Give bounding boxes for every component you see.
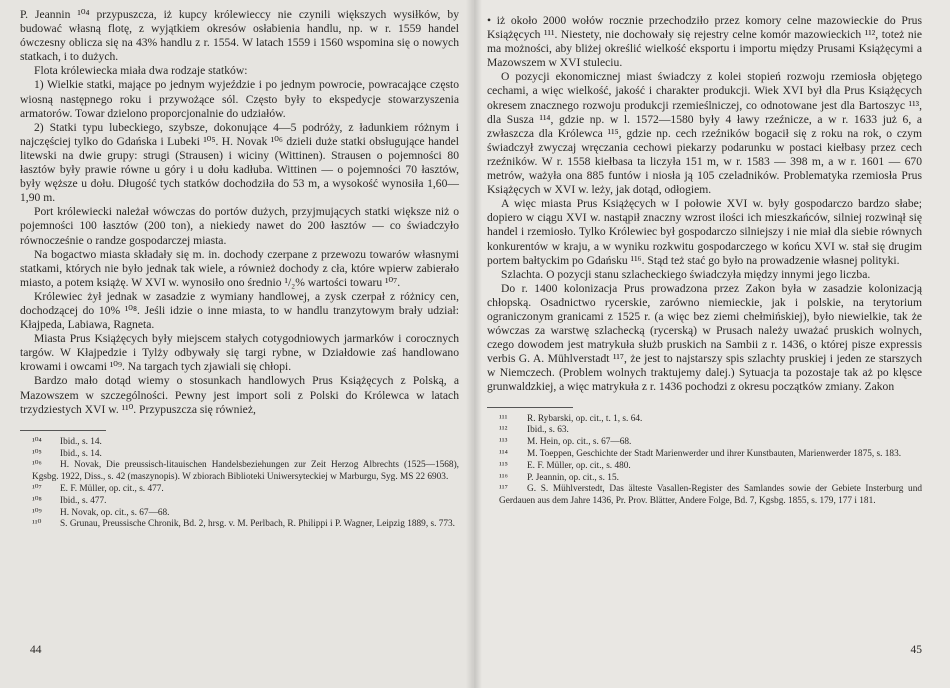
- footnote: [20, 508, 459, 520]
- footnote: [487, 473, 922, 485]
- footnote: [20, 460, 459, 484]
- left-page: [0, 0, 473, 688]
- page-number-right: 45: [910, 644, 922, 656]
- footnote-number: ¹⁰⁸: [32, 495, 42, 506]
- footnote-number: ¹¹¹: [499, 413, 508, 424]
- footnote: [487, 414, 922, 426]
- footnote-text: Ibid., s. 14.: [60, 448, 102, 459]
- footnote: [487, 461, 922, 473]
- footnote-text: Ibid., s. 477.: [60, 495, 107, 506]
- footnote-number: ¹⁰⁷: [32, 483, 42, 494]
- book-gutter-shadow: [466, 0, 482, 688]
- footnote-number: ¹¹⁷: [499, 484, 508, 495]
- right-body-text: [487, 14, 922, 395]
- paragraph: Królewiec żył jednak w zasadzie z wymiany handlowej, a zysk czerpał z różnicy cen, dochodzącej do 10% ¹⁰⁸. Jeśli idzie o inne miasta, to w handlu tranzytowym brały udział: Kłajpeda, Labiawa, Ragneta.: [20, 289, 459, 332]
- footnote-text: Ibid., s. 14.: [60, 436, 102, 447]
- footnote: [487, 484, 922, 508]
- footnote-text: M. Toeppen, Geschichte der Stadt Marienwerder und ihrer Kunstbauten, Marienwerder 1875, s. 183.: [527, 448, 902, 459]
- footnote-text: R. Rybarski, op. cit., t. 1, s. 64.: [527, 413, 643, 424]
- right-page: [473, 0, 950, 688]
- footnote: [20, 484, 459, 496]
- footnote: [20, 449, 459, 461]
- footnote-text: E. F. Müller, op. cit., s. 477.: [60, 483, 164, 494]
- footnote-number: ¹¹⁴: [499, 448, 508, 459]
- footnote-number: ¹¹⁰: [32, 519, 42, 530]
- footnote-number: ¹⁰⁴: [32, 436, 42, 447]
- paragraph: O pozycji ekonomicznej miast świadczy z kolei stopień rozwoju rzemiosła objętego cechami, a więc wielkość, jakość i charakter produkcji. Wiek XVI był dla Prus Książęcych okresem znacznego rozwoju produkcji rzemieślniczej, co odnotowane jest dla Bartoszyc ¹¹³, dla Susza ¹¹⁴, gdzie np. w l. 1572—1580 były 4 ławy rzeźnicze, a w r. 1633 już 6, a zwłaszcza dla Królewca ¹¹⁵, gdzie np. cech rzeźników bogacił się z roku na rok, o czym świadczył zwyczaj wręczania cechowi piekarzy podarunku w postaci kiełbasy przez cech rzeźników. W r. 1558 kiełbasa ta liczyła 151 m, w r. 1583 — 398 m, a w r. 1601 — 670 metrów, ważyła ona 885 funtów i niosła ją 105 czeladników. Problematyka rzemiosła Prus Książęcych w XVI w. leży, jak dotąd, odłogiem.: [487, 70, 922, 197]
- paragraph: Miasta Prus Książęcych były miejscem stałych cotygodniowych jarmarków i corocznych targów. W Kłajpedzie i Tylży odbywały się targi rybne, w Działdowie zaś handlowano krowami i owcami ¹⁰⁹. Na targach tych zjawiali się chłopi.: [20, 332, 459, 374]
- footnote: [487, 449, 922, 461]
- paragraph: Na bogactwo miasta składały się m. in. dochody czerpane z przewozu towarów własnymi statkami, których nie było jednak tak wiele, a również dochody z cła, które wpierw zabierało miasto, a potem książę. W XVI w. wynosiło ono średnio ¹/₂% wartości towaru ¹⁰⁷.: [20, 247, 459, 289]
- footnote: [20, 519, 459, 531]
- footnote-text: P. Jeannin, op. cit., s. 15.: [527, 472, 619, 483]
- footnote-text: S. Grunau, Preussische Chronik, Bd. 2, hrsg. v. M. Perlbach, R. Philippi i P. Wagner, Leipzig 1889, s. 773.: [60, 519, 456, 530]
- footnote-number: ¹⁰⁶: [32, 460, 42, 471]
- footnote-number: ¹¹³: [499, 437, 508, 448]
- footnote-number: ¹¹²: [499, 425, 508, 436]
- footnote-number: ¹¹⁶: [499, 472, 508, 483]
- footnote-number: ¹⁰⁹: [32, 507, 42, 518]
- footnote-text: G. S. Mühlverstedt, Das älteste Vasallen-Register des Samlandes sowie der Gebiete Insterburg und Gerdauen aus dem Jahre 1436, Pr. Prov. Blätter, Andere Folge, Bd. 7, Kgsbg. 1855, s. 179, 177 i 181.: [499, 484, 922, 507]
- paragraph: Flota królewiecka miała dwa rodzaje statków:: [34, 64, 248, 78]
- footnote-text: H. Novak, op. cit., s. 67—68.: [60, 507, 170, 518]
- paragraph: Do r. 1400 kolonizacja Prus prowadzona przez Zakon była w zasadzie kolonizacją chłopską. Osadnictwo rycerskie, zarówno niemieckie, jak i polskie, na terytorium ograniczonym granicami z 1525 r. (a więc bez ziemi chełmińskiej), było niewielkie, tak że wówczas za warstwę szlachecką (rycerską) w Prusach należy uważać pruskich wolnych, czego dowodem jest matrykuła służb pruskich na Sambii z r. 1436, o której pisze expressis verbis G. A. Mühlverstadt ¹¹⁷, że jest to najstarszy spis szlachty pruskiej i jeden ze starszych w Niemczech. (Problem wolnych traktujemy dalej.) Sytuacja ta pozostaje tak aż po klęsce grunwaldzkiej, a więc matrykuła z r. 1436 pochodzi z okresu początków zmiany. Zakon: [487, 281, 922, 394]
- footnote: [20, 437, 459, 449]
- footnote: [487, 437, 922, 449]
- right-footnotes: [487, 414, 922, 508]
- paragraph: Port królewiecki należał wówczas do portów dużych, przyjmujących statki większe niż o pojemności 100 łasztów (200 ton), a niekiedy nawet do 200 łasztów — co świadczyło równocześnie o randze gospodarczej miasta.: [20, 205, 459, 247]
- left-footnotes: [20, 437, 459, 531]
- paragraph: A więc miasta Prus Książęcych w I połowie XVI w. były gospodarczo bardzo słabe; dopiero w ciągu XVI w. nastąpił znaczny wzrost ilości ich mieszkańców, silniej rozwinął się handel i rzemiosło. Tylko Królewiec był gospodarczo silniejszy i nie miał dla siebie równych konkurentów w kraju, a w wyniku rozkwitu gospodarczego w końcu XVI w. stał się drugim portem bałtyckim po Gdańsku ¹¹⁶. Stąd też stać go było na prowadzenie własnej polityki.: [487, 197, 922, 267]
- footnote-divider: [487, 407, 573, 408]
- footnote-number: ¹⁰⁵: [32, 448, 42, 459]
- footnote-text: M. Hein, op. cit., s. 67—68.: [527, 437, 632, 448]
- left-body-text: [20, 8, 459, 417]
- footnote: [487, 425, 922, 437]
- footnote-number: ¹¹⁵: [499, 460, 508, 471]
- paragraph: Bardzo mało dotąd wiemy o stosunkach handlowych Prus Książęcych z Polską, a Mazowszem w szczególności. Pewny jest import soli z Polski do Królewca w latach trzydziestych XVI w. ¹¹⁰. Przypuszcza się również,: [20, 374, 459, 416]
- page-number-left: 44: [30, 644, 42, 656]
- paragraph: • iż około 2000 wołów rocznie przechodziło przez komory celne mazowieckie do Prus Książęcych ¹¹¹. Niestety, nie dochowały się rejestry celne komór mazowieckich ¹¹², toteż nie ma możności, aby bliżej określić wielkość eksportu i importu między Prusami Książęcymi a Mazowszem w XVI stuleciu.: [487, 14, 922, 70]
- paragraph: 1) Wielkie statki, mające po jednym wyjeździe i po jednym powrocie, powracające często wiosną następnego roku i przywożące sól. Często były to ekspedycje stowarzyszenia armatorów. Towar dzielono proporcjonalnie do udziałów.: [20, 78, 459, 120]
- section-heading-paragraph: Szlachta. O pozycji stanu szlacheckiego świadczyła między innymi jego liczba.: [501, 267, 871, 281]
- footnote-text: H. Novak, Die preussisch-litauischen Handelsbeziehungen zur Zeit Herzog Albrechts (1525—1568), Kgsbg. 1922, Diss., s. 42 (maszynopis). W zbiorach Biblioteki Uniwersyteckiej w Marburgu, Syg. MS 22 6903.: [32, 460, 459, 483]
- footnote-divider: [20, 430, 106, 431]
- footnote-text: E. F. Müller, op. cit., s. 480.: [527, 460, 631, 471]
- footnote-text: Ibid., s. 63.: [527, 425, 569, 436]
- paragraph: P. Jeannin ¹⁰⁴ przypuszcza, iż kupcy królewieccy nie czynili większych wysiłków, by budować własną flotę, z wyjątkiem okresów osłabienia handlu, np. w r. 1559 handel ówczesny oblicza się na 43% handlu z r. 1554. W latach 1559 i 1560 wspomina się o nowych statkach, i to dużych.: [20, 8, 459, 64]
- paragraph: 2) Statki typu lubeckiego, szybsze, dokonujące 4—5 podróży, z ładunkiem różnym i najczęściej tylko do Gdańska i Lubeki ¹⁰⁵. H. Novak ¹⁰⁶ dzieli duże statki obsługujące handel litewski na dwie grupy: strugi (Strausen) i wiciny (Wittinen). Strausen o pojemności 80 łasztów były prawie równe u góry i u dołu kadłuba. Wittinen — o pojemności 70 łasztów, były węższe u dołu. Długość tych statków dochodziła do 53 m, a wysokość wynosiła 1,60—1,90 m.: [20, 120, 459, 205]
- footnote: [20, 496, 459, 508]
